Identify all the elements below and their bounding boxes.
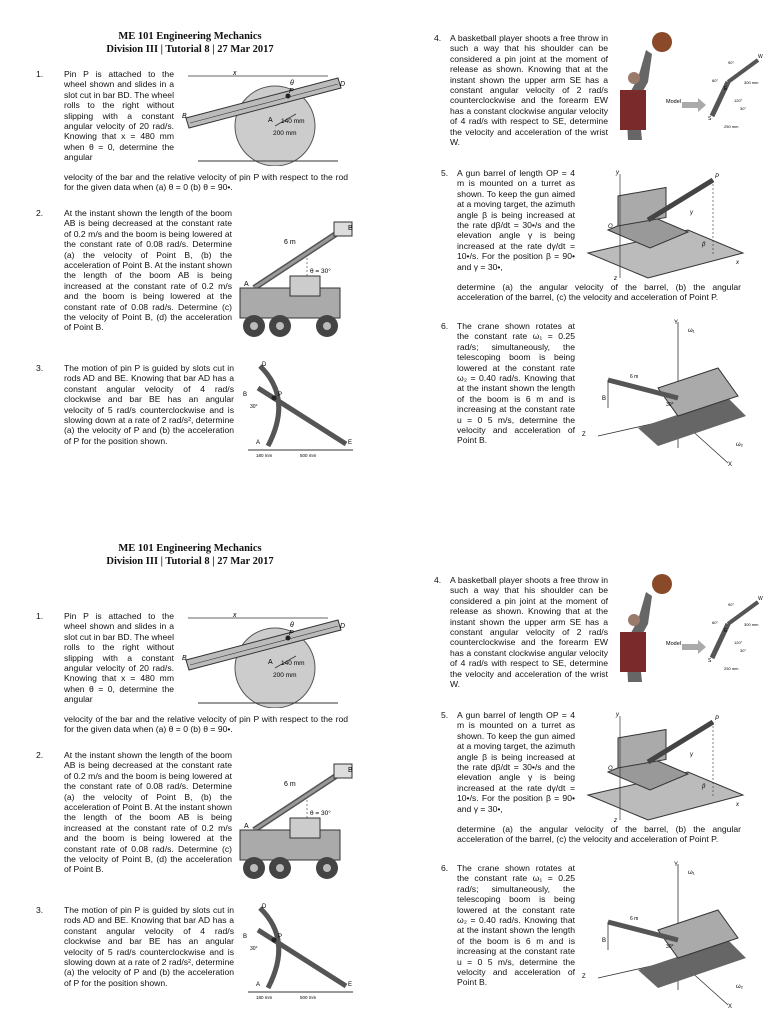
problem-2-number: 2. (36, 750, 44, 760)
svg-text:B: B (243, 934, 248, 940)
problem-2-text: At the instant shown the length of the boom AB is being decreased at the constant rate of 0.2 m/s and the boom is being lowered at the constant rate of 0.08 rad/s. Determine (a) the velocity of Point B, (b) the acceleration of Point B. At the instant shown the length of the boom AB is being increased at the constant rate of 0.2 m/s and the boom is being lowered at the constant rate of 0.08 rad/s. Determine (c) the velocity of Point B, (d) the acceleration of Point B. (64, 208, 232, 333)
svg-text:x: x (233, 612, 237, 619)
problem-2-text: At the instant shown the length of the boom AB is being decreased at the constant rate of 0.2 m/s and the boom is being lowered at the constant rate of 0.08 rad/s. Determine (a) the velocity of Point B, (b) the acceleration of Point B. At the instant shown the length of the boom AB is being increased at the constant rate of 0.2 m/s and the boom is being lowered at the constant rate of 0.08 rad/s. Determine (c) the velocity of Point B, (d) the acceleration of Point B. (64, 750, 232, 875)
svg-text:6 m: 6 m (630, 374, 639, 380)
svg-text:30°: 30° (250, 404, 258, 410)
svg-text:β: β (702, 242, 706, 248)
problem-6-text: The crane shown rotates at the constant rate ω₁ = 0.25 rad/s; simultaneously, the telescoping boom is being lowered at the constant rate ω₂ = 0.40 rad/s. Knowing that at the instant shown the length of the boom is 6 m and is increasing at the constant rate u = 0 5 m/s, determine the velocity and acceleration of Point B. (457, 321, 575, 446)
svg-text:500 mm: 500 mm (300, 995, 317, 1000)
tutorial-subtitle: Division III | Tutorial 8 | 27 Mar 2017 (106, 556, 274, 567)
svg-text:y: y (616, 712, 619, 718)
svg-text:A: A (256, 440, 261, 446)
svg-text:γ: γ (690, 210, 693, 216)
svg-text:E: E (348, 440, 353, 446)
course-title: ME 101 Engineering Mechanics (118, 543, 262, 554)
svg-text:60°: 60° (712, 620, 719, 625)
figure-basketball-player (608, 572, 768, 702)
figure-gun-turret (578, 168, 753, 283)
svg-text:X: X (728, 1004, 733, 1010)
figure-slotted-rods (238, 358, 358, 458)
svg-text:30°: 30° (740, 106, 747, 111)
svg-text:ω₂: ω₂ (736, 984, 744, 990)
problem-5-number: 5. (441, 710, 449, 720)
problem-1-number: 1. (36, 611, 44, 621)
svg-text:30°: 30° (666, 402, 674, 408)
svg-text:X: X (728, 462, 733, 468)
problem-6-number: 6. (441, 321, 449, 331)
figure-basketball-player (608, 30, 768, 160)
svg-text:B: B (348, 767, 353, 774)
figure-wheel-slotted-bar (178, 608, 353, 708)
svg-text:Model: Model (666, 641, 681, 647)
svg-text:ω₁: ω₁ (688, 870, 695, 876)
svg-text:300 mm: 300 mm (744, 622, 759, 627)
svg-text:30°: 30° (740, 648, 747, 653)
svg-text:ω₂: ω₂ (736, 442, 744, 448)
svg-text:A: A (244, 281, 249, 288)
problem-1-number: 1. (36, 69, 44, 79)
svg-text:S: S (708, 116, 712, 122)
svg-text:P: P (715, 716, 720, 722)
problem-5-text: A gun barrel of length OP = 4 m is mounted on a turret as shown. To keep the gun aimed at a moving target, the azimuth angle β is being increased at the rate dβ/dt = 30•/s and the elevation angle γ is being increased at the rate dγ/dt = 10•/s. For the position β = 90• and γ = 30•, (457, 168, 575, 272)
svg-text:180 mm: 180 mm (256, 995, 273, 1000)
svg-text:y: y (616, 170, 619, 176)
problem-1-text: Pin P is attached to the wheel shown and slides in a slot cut in bar BD. The wheel rolls to the right without slipping with a constant angular velocity of 20 rad/s. Knowing that x = 480 mm when θ = 0, determine the angular (64, 611, 174, 705)
svg-text:6 m: 6 m (630, 916, 639, 922)
figure-wheel-slotted-bar (178, 66, 353, 166)
svg-text:θ: θ (290, 80, 294, 87)
tutorial-sheet-bottom (0, 512, 768, 1024)
svg-text:200 mm: 200 mm (273, 130, 297, 137)
figure-crane-truck (232, 218, 362, 348)
problem-1-text-tail: velocity of the bar and the relative velocity of pin P with respect to the rod for the given data when (a) θ = 0 (b) θ = 90•. (64, 714, 348, 735)
svg-text:B: B (602, 938, 607, 944)
problem-4-text: A basketball player shoots a free throw in such a way that his shoulder can be considered a pin joint at the moment of release as shown. Knowing that at the instant shown the upper arm SE has a constant angular velocity of 2 rad/s counterclockwise and the forearm EW has a constant clockwise angular velocity of 4 rad/s with respect to SE, determine the velocity and acceleration of the wrist W. (450, 33, 608, 148)
svg-text:D: D (340, 623, 346, 630)
svg-text:x: x (736, 802, 739, 808)
svg-text:A: A (256, 982, 261, 988)
svg-text:S: S (708, 658, 712, 664)
svg-text:Model: Model (666, 99, 681, 105)
problem-4-number: 4. (434, 575, 442, 585)
svg-text:B: B (243, 392, 248, 398)
svg-text:A: A (268, 659, 273, 666)
svg-text:θ = 30°: θ = 30° (310, 810, 331, 817)
svg-text:γ: γ (690, 752, 693, 758)
svg-text:P: P (715, 174, 720, 180)
svg-text:B: B (182, 113, 187, 120)
figure-rotating-crane (578, 860, 753, 1010)
tutorial-subtitle: Division III | Tutorial 8 | 27 Mar 2017 (106, 44, 274, 55)
svg-text:D: D (262, 904, 267, 910)
svg-text:x: x (233, 70, 237, 77)
svg-text:P: P (289, 88, 294, 95)
svg-text:ω₁: ω₁ (688, 328, 695, 334)
svg-text:Z: Z (582, 432, 586, 438)
svg-text:120°: 120° (734, 640, 743, 645)
problem-1-text-tail: velocity of the bar and the relative velocity of pin P with respect to the rod for the given data when (a) θ = 0 (b) θ = 90•. (64, 172, 348, 193)
svg-text:P: P (278, 392, 283, 398)
svg-text:Y: Y (674, 862, 679, 868)
svg-text:120°: 120° (734, 98, 743, 103)
svg-text:Y: Y (674, 320, 679, 326)
problem-3-number: 3. (36, 905, 44, 915)
figure-rotating-crane (578, 318, 753, 468)
svg-text:z: z (614, 276, 617, 282)
svg-text:β: β (702, 784, 706, 790)
svg-text:z: z (614, 818, 617, 824)
problem-3-text: The motion of pin P is guided by slots cut in rods AD and BE. Knowing that bar AD has a constant angular velocity of 4 rad/s clockwise and bar BE has an angular velocity of 5 rad/s counterclockwise and is slowing down at a rate of 2 rad/s², determine (a) the velocity of P and (b) the acceleration of P for the position shown. (64, 905, 234, 988)
svg-text:O: O (608, 224, 613, 230)
svg-text:W: W (758, 54, 763, 60)
svg-text:θ: θ (290, 622, 294, 629)
svg-text:140 mm: 140 mm (281, 118, 305, 125)
svg-text:W: W (758, 596, 763, 602)
problem-6-number: 6. (441, 863, 449, 873)
svg-text:B: B (602, 396, 607, 402)
svg-text:Z: Z (582, 974, 586, 980)
svg-text:90°: 90° (728, 60, 735, 65)
figure-slotted-rods (238, 900, 358, 1000)
problem-4-number: 4. (434, 33, 442, 43)
svg-text:500 mm: 500 mm (300, 453, 317, 458)
svg-text:E: E (724, 86, 728, 92)
svg-text:O: O (608, 766, 613, 772)
svg-text:E: E (348, 982, 353, 988)
svg-text:A: A (244, 823, 249, 830)
svg-text:250 mm: 250 mm (724, 124, 739, 129)
problem-4-text: A basketball player shoots a free throw in such a way that his shoulder can be considered a pin joint at the moment of release as shown. Knowing that at the instant shown the upper arm SE has a constant angular velocity of 2 rad/s counterclockwise and the forearm EW has a constant clockwise angular velocity of 4 rad/s with respect to SE, determine the velocity and acceleration of the wrist W. (450, 575, 608, 690)
problem-5-number: 5. (441, 168, 449, 178)
svg-text:D: D (262, 362, 267, 368)
svg-text:P: P (278, 934, 283, 940)
svg-text:θ = 30°: θ = 30° (310, 268, 331, 275)
svg-text:B: B (348, 225, 353, 232)
problem-5-text: A gun barrel of length OP = 4 m is mounted on a turret as shown. To keep the gun aimed at a moving target, the azimuth angle β is being increased at the rate dβ/dt = 30•/s and the elevation angle γ is being increased at the rate dγ/dt = 10•/s. For the position β = 90• and γ = 30•, (457, 710, 575, 814)
problem-3-number: 3. (36, 363, 44, 373)
svg-text:6 m: 6 m (284, 239, 296, 246)
svg-text:180 mm: 180 mm (256, 453, 273, 458)
svg-text:60°: 60° (712, 78, 719, 83)
svg-text:30°: 30° (666, 944, 674, 950)
svg-text:6 m: 6 m (284, 781, 296, 788)
svg-text:D: D (340, 81, 346, 88)
problem-1-text: Pin P is attached to the wheel shown and slides in a slot cut in bar BD. The wheel rolls to the right without slipping with a constant angular velocity of 20 rad/s. Knowing that x = 480 mm when θ = 0, determine the angular (64, 69, 174, 163)
svg-text:A: A (268, 117, 273, 124)
figure-crane-truck (232, 760, 362, 890)
svg-text:30°: 30° (250, 946, 258, 952)
svg-text:B: B (182, 655, 187, 662)
svg-text:90°: 90° (728, 602, 735, 607)
figure-gun-turret (578, 710, 753, 825)
problem-6-text: The crane shown rotates at the constant rate ω₁ = 0.25 rad/s; simultaneously, the telescoping boom is being lowered at the constant rate ω₂ = 0.40 rad/s. Knowing that at the instant shown the length of the boom is 6 m and is increasing at the constant rate u = 0 5 m/s, determine the velocity and acceleration of Point B. (457, 863, 575, 988)
problem-5-text-tail: determine (a) the angular velocity of the barrel, (b) the angular acceleration of the barrel, (c) the velocity and acceleration of Point P. (457, 824, 741, 845)
svg-text:250 mm: 250 mm (724, 666, 739, 671)
svg-text:E: E (724, 628, 728, 634)
problem-5-text-tail: determine (a) the angular velocity of the barrel, (b) the angular acceleration of the barrel, (c) the velocity and acceleration of Point P. (457, 282, 741, 303)
svg-text:300 mm: 300 mm (744, 80, 759, 85)
svg-text:x: x (736, 260, 739, 266)
svg-text:200 mm: 200 mm (273, 672, 297, 679)
course-title: ME 101 Engineering Mechanics (118, 31, 262, 42)
svg-text:140 mm: 140 mm (281, 660, 305, 667)
problem-3-text: The motion of pin P is guided by slots cut in rods AD and BE. Knowing that bar AD has a constant angular velocity of 4 rad/s clockwise and bar BE has an angular velocity of 5 rad/s counterclockwise and is slowing down at a rate of 2 rad/s², determine (a) the velocity of P and (b) the acceleration of P for the position shown. (64, 363, 234, 446)
svg-text:P: P (289, 630, 294, 637)
problem-2-number: 2. (36, 208, 44, 218)
